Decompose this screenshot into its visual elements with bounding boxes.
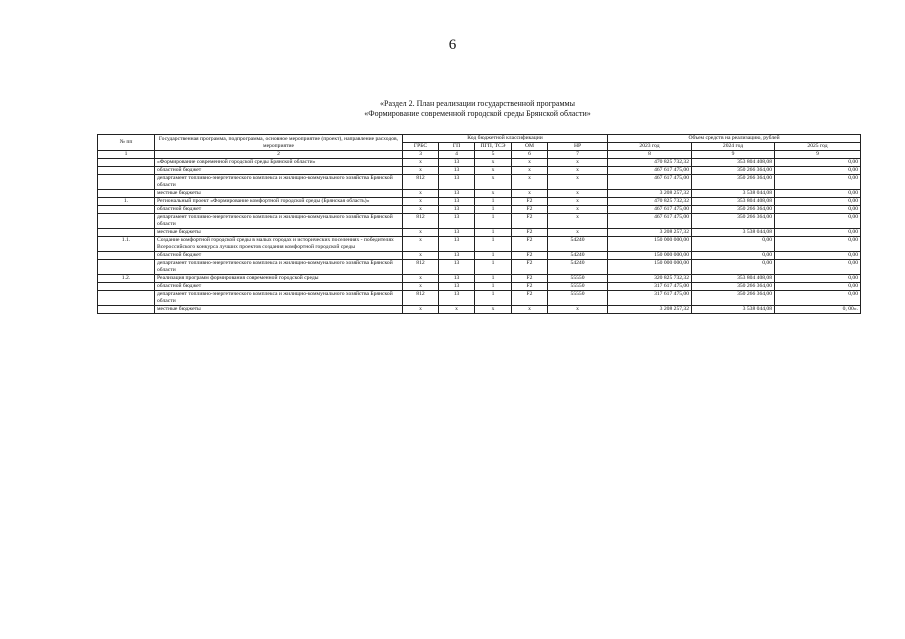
row-name-cell: областной бюджет	[155, 283, 403, 291]
gp-cell: 13	[439, 175, 475, 190]
pgp-cell: х	[475, 159, 512, 167]
om-cell: F2	[512, 275, 548, 283]
om-cell: F2	[512, 198, 548, 206]
amount-2024-cell: 0,00	[692, 252, 775, 260]
amount-2025-cell: 0,00	[775, 291, 861, 306]
section-title	[300, 99, 655, 119]
amount-2025-cell: 0,00	[775, 206, 861, 214]
header-budget-code: Код бюджетной классификации	[403, 135, 608, 143]
row-number-cell	[98, 159, 155, 167]
index-cell: 7	[548, 151, 608, 159]
nr-cell: х	[548, 167, 608, 175]
pgp-cell: х	[475, 190, 512, 198]
grbs-cell: х	[403, 283, 439, 291]
amount-2023-cell: 317 617 475,00	[608, 291, 692, 306]
nr-cell: 55550	[548, 291, 608, 306]
om-cell: F2	[512, 291, 548, 306]
pgp-cell: 1	[475, 237, 512, 252]
row-number-cell	[98, 229, 155, 237]
row-number-cell	[98, 214, 155, 229]
om-cell: F2	[512, 260, 548, 275]
om-cell: F2	[512, 206, 548, 214]
header-2025: 2025 год	[775, 143, 861, 151]
amount-2024-cell: 350 266 364,00	[692, 175, 775, 190]
header-row-1	[98, 135, 861, 143]
pgp-cell: 1	[475, 283, 512, 291]
grbs-cell: х	[403, 159, 439, 167]
row-number-cell	[98, 190, 155, 198]
index-cell: 2	[155, 151, 403, 159]
pgp-cell: х	[475, 167, 512, 175]
gp-cell: 13	[439, 159, 475, 167]
amount-2025-cell: 0,00	[775, 229, 861, 237]
amount-2024-cell: 350 266 364,00	[692, 206, 775, 214]
row-name-cell: местные бюджеты	[155, 306, 403, 314]
amount-2025-cell: 0,00	[775, 175, 861, 190]
amount-2023-cell: 150 000 000,00	[608, 252, 692, 260]
plan-table-body	[98, 159, 861, 314]
row-name-cell: областной бюджет	[155, 206, 403, 214]
row-name-cell: областной бюджет	[155, 252, 403, 260]
header-2023: 2023 год	[608, 143, 692, 151]
amount-2024-cell: 350 266 364,00	[692, 291, 775, 306]
table-row	[98, 260, 861, 275]
row-name-cell: департамент топливно-энергетического комплекса и жилищно-коммунального хозяйства Брянской области	[155, 291, 403, 306]
nr-cell: 54240	[548, 237, 608, 252]
row-number-cell	[98, 167, 155, 175]
amount-2024-cell: 350 266 364,00	[692, 167, 775, 175]
row-number-cell: 1.	[98, 198, 155, 206]
om-cell: х	[512, 159, 548, 167]
grbs-cell: 812	[403, 291, 439, 306]
nr-cell: х	[548, 229, 608, 237]
row-name-cell: Региональный проект «Формирование комфортной городской среды (Брянская область)»	[155, 198, 403, 206]
amount-2024-cell: 353 804 408,08	[692, 159, 775, 167]
nr-cell: х	[548, 175, 608, 190]
pgp-cell: 1	[475, 260, 512, 275]
nr-cell: х	[548, 206, 608, 214]
pgp-cell: 1	[475, 214, 512, 229]
row-name-cell: областной бюджет	[155, 167, 403, 175]
amount-2023-cell: 467 617 475,00	[608, 175, 692, 190]
row-number-cell	[98, 260, 155, 275]
header-2024: 2024 год	[692, 143, 775, 151]
nr-cell: 54240	[548, 252, 608, 260]
index-cell: 8	[608, 151, 692, 159]
amount-2024-cell: 350 266 364,00	[692, 214, 775, 229]
grbs-cell: х	[403, 167, 439, 175]
table-row	[98, 252, 861, 260]
amount-2023-cell: 150 000 000,00	[608, 237, 692, 252]
amount-2025-cell: 0,00	[775, 260, 861, 275]
header-index-row	[98, 151, 861, 159]
amount-2024-cell: 3 538 044,08	[692, 190, 775, 198]
row-name-cell: департамент топливно-энергетического комплекса и жилищно-коммунального хозяйства Брянской области	[155, 214, 403, 229]
row-number-cell: 1.1.	[98, 237, 155, 252]
index-cell: 9	[692, 151, 775, 159]
nr-cell: 54240	[548, 260, 608, 275]
grbs-cell: х	[403, 275, 439, 283]
row-number-cell	[98, 291, 155, 306]
nr-cell: х	[548, 214, 608, 229]
gp-cell: 13	[439, 190, 475, 198]
amount-2023-cell: 3 208 257,32	[608, 190, 692, 198]
table-row	[98, 229, 861, 237]
amount-2023-cell: 317 617 475,00	[608, 283, 692, 291]
section-title-line-2: «Формирование современной городской среды Брянской области»	[364, 109, 591, 118]
pgp-cell: 1	[475, 275, 512, 283]
table-row	[98, 275, 861, 283]
amount-2025-cell: 0, 00».	[775, 306, 861, 314]
amount-2025-cell: 0,00	[775, 237, 861, 252]
om-cell: F2	[512, 237, 548, 252]
grbs-cell: х	[403, 252, 439, 260]
pgp-cell: 1	[475, 252, 512, 260]
gp-cell: 13	[439, 260, 475, 275]
index-cell: 1	[98, 151, 155, 159]
gp-cell: 13	[439, 229, 475, 237]
row-number-cell	[98, 283, 155, 291]
nr-cell: х	[548, 159, 608, 167]
amount-2024-cell: 350 266 364,00	[692, 283, 775, 291]
header-nr: НР	[548, 143, 608, 151]
amount-2023-cell: 3 208 257,32	[608, 229, 692, 237]
row-number-cell	[98, 175, 155, 190]
gp-cell: 13	[439, 198, 475, 206]
amount-2024-cell: 353 804 408,08	[692, 275, 775, 283]
index-cell: 9	[775, 151, 861, 159]
row-name-cell: «Формирование современной городской среды Брянской области»	[155, 159, 403, 167]
row-name-cell: департамент топливно-энергетического комплекса и жилищно-коммунального хозяйства Брянской области	[155, 260, 403, 275]
table-row	[98, 206, 861, 214]
amount-2024-cell: 0,00	[692, 260, 775, 275]
row-name-cell: Создание комфортной городской среды в малых городах и исторических поселениях - победителях Всероссийского конкурса лучших проектов создания комфортной городской среды	[155, 237, 403, 252]
amount-2025-cell: 0,00	[775, 214, 861, 229]
amount-2025-cell: 0,00	[775, 275, 861, 283]
gp-cell: х	[439, 306, 475, 314]
amount-2025-cell: 0,00	[775, 167, 861, 175]
amount-2024-cell: 3 538 044,08	[692, 306, 775, 314]
om-cell: F2	[512, 214, 548, 229]
index-cell: 5	[475, 151, 512, 159]
header-funding: Объем средств на реализацию, рублей	[608, 135, 861, 143]
pgp-cell: х	[475, 306, 512, 314]
header-gp: ГП	[439, 143, 475, 151]
row-name-cell: Реализация программ формирования современной городской среды	[155, 275, 403, 283]
row-number-cell: 1.2.	[98, 275, 155, 283]
index-cell: 6	[512, 151, 548, 159]
gp-cell: 13	[439, 252, 475, 260]
index-cell: 3	[403, 151, 439, 159]
table-row	[98, 198, 861, 206]
om-cell: F2	[512, 252, 548, 260]
table-row	[98, 291, 861, 306]
grbs-cell: 812	[403, 260, 439, 275]
table-row	[98, 190, 861, 198]
table-row	[98, 214, 861, 229]
amount-2023-cell: 470 825 732,32	[608, 198, 692, 206]
table-row	[98, 283, 861, 291]
nr-cell: х	[548, 190, 608, 198]
amount-2023-cell: 470 825 732,32	[608, 159, 692, 167]
om-cell: х	[512, 190, 548, 198]
amount-2023-cell: 150 000 000,00	[608, 260, 692, 275]
row-name-cell: департамент топливно-энергетического комплекса и жилищно-коммунального хозяйства Брянской области	[155, 175, 403, 190]
nr-cell: 55550	[548, 283, 608, 291]
om-cell: F2	[512, 229, 548, 237]
gp-cell: 13	[439, 214, 475, 229]
gp-cell: 13	[439, 291, 475, 306]
gp-cell: 13	[439, 283, 475, 291]
header-grbs: ГРБС	[403, 143, 439, 151]
grbs-cell: х	[403, 237, 439, 252]
amount-2023-cell: 320 825 732,32	[608, 275, 692, 283]
amount-2025-cell: 0,00	[775, 190, 861, 198]
row-name-cell: местные бюджеты	[155, 190, 403, 198]
nr-cell: 55550	[548, 275, 608, 283]
table-row	[98, 237, 861, 252]
grbs-cell: 812	[403, 175, 439, 190]
pgp-cell: 1	[475, 206, 512, 214]
pgp-cell: 1	[475, 198, 512, 206]
header-num: № пп	[98, 135, 155, 151]
page-number: 6	[448, 37, 457, 53]
row-number-cell	[98, 306, 155, 314]
grbs-cell: х	[403, 206, 439, 214]
amount-2025-cell: 0,00	[775, 252, 861, 260]
amount-2023-cell: 467 617 475,00	[608, 214, 692, 229]
row-number-cell	[98, 252, 155, 260]
gp-cell: 13	[439, 237, 475, 252]
nr-cell: х	[548, 306, 608, 314]
grbs-cell: х	[403, 306, 439, 314]
grbs-cell: х	[403, 190, 439, 198]
pgp-cell: 1	[475, 229, 512, 237]
amount-2025-cell: 0,00	[775, 283, 861, 291]
amount-2023-cell: 3 208 257,32	[608, 306, 692, 314]
om-cell: F2	[512, 283, 548, 291]
section-title-line-1: «Раздел 2. План реализации государственной программы	[380, 99, 575, 108]
index-cell: 4	[439, 151, 475, 159]
amount-2025-cell: 0,00	[775, 159, 861, 167]
header-om: ОМ	[512, 143, 548, 151]
pgp-cell: 1	[475, 291, 512, 306]
amount-2025-cell: 0,00	[775, 198, 861, 206]
gp-cell: 13	[439, 275, 475, 283]
grbs-cell: 812	[403, 214, 439, 229]
gp-cell: 13	[439, 206, 475, 214]
gp-cell: 13	[439, 167, 475, 175]
table-row	[98, 175, 861, 190]
om-cell: х	[512, 306, 548, 314]
table-row	[98, 167, 861, 175]
amount-2024-cell: 353 804 408,08	[692, 198, 775, 206]
row-number-cell	[98, 206, 155, 214]
header-program: Государственная программа, подпрограмма, основное мероприятие (проект), направление расходов, мероприятие	[155, 135, 403, 151]
pgp-cell: х	[475, 175, 512, 190]
table-row	[98, 159, 861, 167]
implementation-plan-table	[97, 134, 861, 314]
amount-2023-cell: 467 617 475,00	[608, 167, 692, 175]
grbs-cell: х	[403, 198, 439, 206]
amount-2024-cell: 3 538 044,08	[692, 229, 775, 237]
om-cell: х	[512, 167, 548, 175]
row-name-cell: местные бюджеты	[155, 229, 403, 237]
header-pgp: ПГП, ТСЭ	[475, 143, 512, 151]
amount-2023-cell: 467 617 475,00	[608, 206, 692, 214]
grbs-cell: х	[403, 229, 439, 237]
om-cell: х	[512, 175, 548, 190]
nr-cell: х	[548, 198, 608, 206]
amount-2024-cell: 0,00	[692, 237, 775, 252]
table-row	[98, 306, 861, 314]
